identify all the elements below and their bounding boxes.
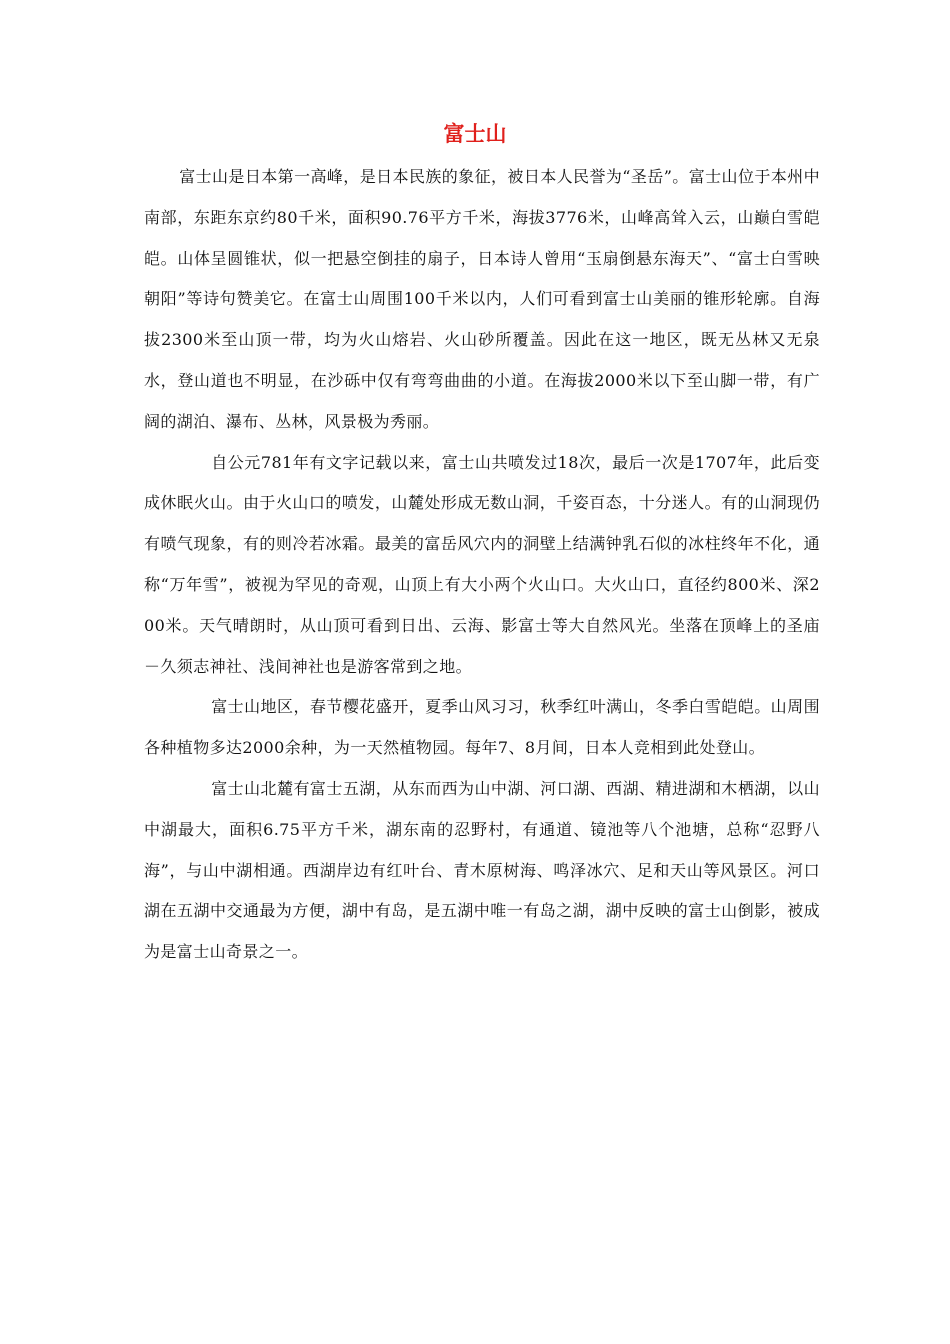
paragraph-3: 富士山地区，春节樱花盛开，夏季山风习习，秋季红叶满山，冬季白雪皑皑。山周围各种植物多达2000余种，为一天然植物园。每年7、8月间，日本人竞相到此处登山。 <box>144 697 820 758</box>
paragraph-2: 自公元781年有文字记载以来，富士山共喷发过18次，最后一次是1707年，此后变成休眠火山。由于火山口的喷发，山麓处形成无数山洞，千姿百态，十分迷人。有的山洞现仍有喷气现象，有的则冷若冰霜。最美的富岳风穴内的洞壁上结满钟乳石似的冰柱终年不化，通称“万年雪”，被视为罕见的奇观，山顶上有大小两个火山口。大火山口，直径约800米、深200米。天气晴朗时，从山顶可看到日出、云海、影富士等大自然风光。坐落在顶峰上的圣庙－久须志神社、浅间神社也是游客常到之地。 <box>144 452 820 676</box>
document-title: 富士山 <box>443 122 507 146</box>
document-body <box>144 157 820 973</box>
paragraph-4: 富士山北麓有富士五湖，从东而西为山中湖、河口湖、西湖、精进湖和木栖湖，以山中湖最大，面积6.75平方千米，湖东南的忍野村，有通道、镜池等八个池塘，总称“忍野八海”，与山中湖相通。西湖岸边有红叶台、青木原树海、鸣泽冰穴、足和天山等风景区。河口湖在五湖中交通最为方便，湖中有岛，是五湖中唯一有岛之湖，湖中反映的富士山倒影，被成为是富士山奇景之一。 <box>144 778 820 962</box>
paragraph-1: 富士山是日本第一高峰，是日本民族的象征，被日本人民誉为“圣岳”。富士山位于本州中南部，东距东京约80千米，面积90.76平方千米，海拔3776米，山峰高耸入云，山巅白雪皑皑。山体呈圆锥状，似一把悬空倒挂的扇子，日本诗人曾用“玉扇倒悬东海天”、“富士白雪映朝阳”等诗句赞美它。在富士山周围100千米以内，人们可看到富士山美丽的锥形轮廓。自海拔2300米至山顶一带，均为火山熔岩、火山砂所覆盖。因此在这一地区，既无丛林又无泉水，登山道也不明显，在沙砾中仅有弯弯曲曲的小道。在海拔2000米以下至山脚一带，有广阔的湖泊、瀑布、丛林，风景极为秀丽。 <box>144 167 820 431</box>
